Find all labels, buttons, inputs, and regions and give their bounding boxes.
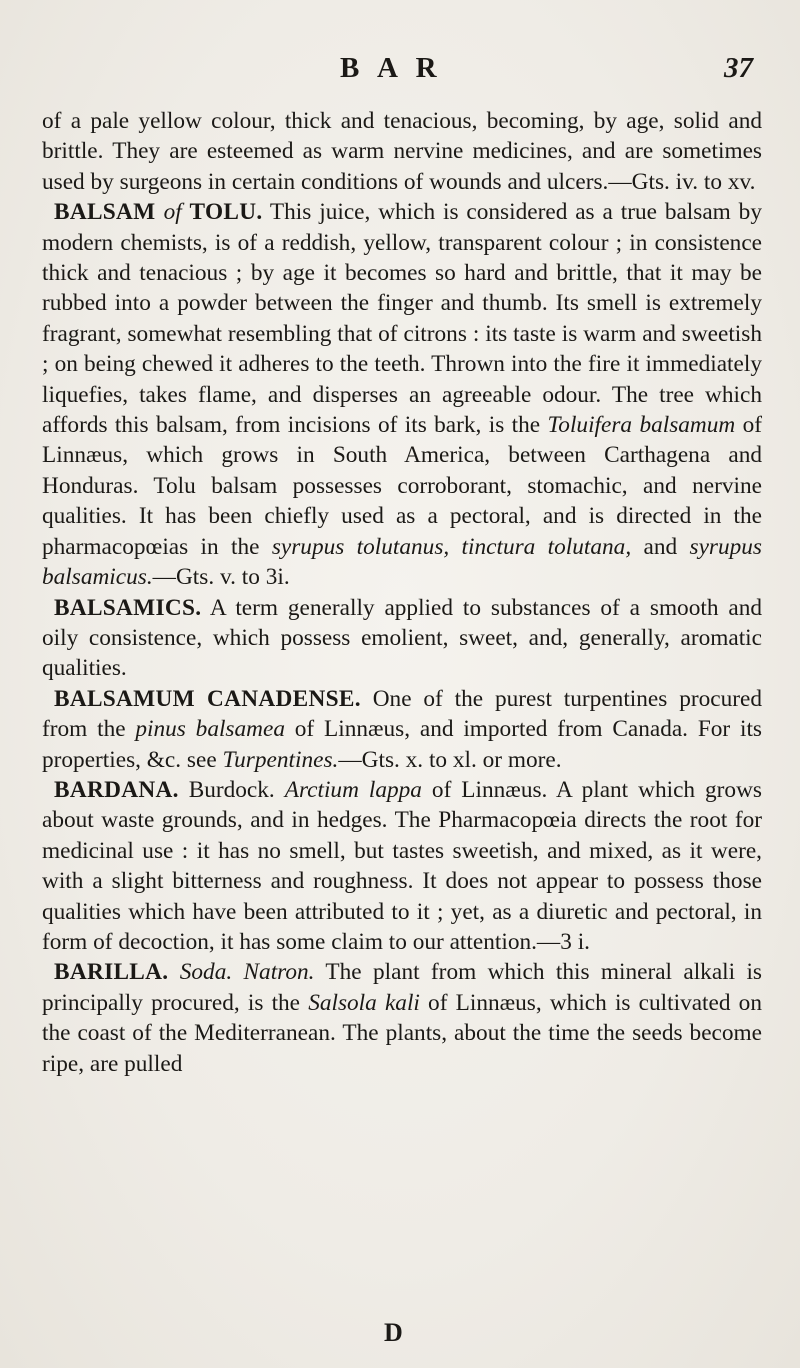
entry-headword: TOLU. <box>181 199 263 226</box>
entry-balsamum-canadense <box>42 684 762 775</box>
entry-text: of Linnæus, which grows in South America, between Carthagena and Honduras. Tolu balsam possesses corroborant, stomachic, and nervine qualities. It has been chiefly used as a pectoral, and is directed in the pharmacopœias in the <box>42 412 763 560</box>
entry-text: and <box>631 533 690 560</box>
italic-term: Turpentines. <box>222 746 339 773</box>
entry-headword: BALSAMICS. <box>54 594 202 621</box>
entry-text: —Gts. x. to xl. or more. <box>338 746 562 773</box>
entry-text: of Linnæus. A plant which grows about waste grounds, and in hedges. The Pharmacopœia directs the root for medicinal use : it has no smell, but tastes sweetish, and mixed, as it were, with a slight bitterness and roughness. It does not appear to possess those qualities which have been attributed to it ; yet, as a diuretic and pectoral, in form of decoction, it has some claim to our attention.—3 i. <box>42 776 762 955</box>
italic-term: syrupus tolutanus, tinctura tolutana, <box>271 533 632 560</box>
entry-text: The plant from which this mineral alkali is principally procured, is the <box>42 959 762 1016</box>
entry-text: of Linnæus, and imported from Canada. For its properties, &c. see <box>42 716 762 773</box>
italic-term: Soda. Natron. <box>179 959 315 986</box>
italic-term: Arctium lappa <box>284 776 422 803</box>
entry-text: A term generally applied to substances of a smooth and oily consistence, which possess emolient, sweet, and, generally, aromatic qualities. <box>42 594 762 682</box>
page-number: 37 <box>724 52 753 84</box>
entry-bardana <box>42 775 762 957</box>
entry-text <box>168 959 179 985</box>
italic-term: pinus balsamea <box>135 716 285 743</box>
italic-term: syrupus balsamicus. <box>42 533 762 591</box>
entry-barilla <box>42 957 762 1079</box>
entry-text: One of the purest turpentines procured from the <box>42 685 762 743</box>
page-header <box>0 52 800 92</box>
entry-balsam-of-tolu <box>42 197 762 592</box>
italic-term: Toluifera balsamum <box>547 412 736 439</box>
entry-headword: BARILLA. <box>54 959 169 986</box>
signature-mark: D <box>384 1318 403 1347</box>
entry-balsamics <box>42 593 762 684</box>
entry-headword: BALSAMUM CANADENSE. <box>54 685 361 712</box>
running-head: B A R <box>340 52 443 84</box>
entry-text: of a pale yellow colour, thick and tenacious, becoming, by age, solid and brittle. They are esteemed as warm nervine medicines, and are sometimes used by surgeons in certain conditions of wounds and ulcers.—Gts. iv. to xv. <box>42 108 762 195</box>
entry-text: —Gts. v. to 3i. <box>152 564 290 591</box>
italic-term: of <box>163 199 182 226</box>
entry-continuation <box>42 106 762 197</box>
entry-text: Burdock. <box>178 776 285 803</box>
entry-headword: BARDANA. <box>54 776 179 803</box>
entry-text: of Linnæus, which is cultivated on the coast of the Mediterranean. The plants, about the time the seeds become ripe, are pulled <box>42 989 762 1077</box>
italic-term: Salsola kali <box>308 989 420 1016</box>
dictionary-text <box>42 106 762 1079</box>
entry-text: This juice, which is considered as a true balsam by modern chemists, is of a reddish, yellow, transparent colour ; in consistence thick and tenacious ; by age it becomes so hard and brittle, that it may be rubbed into a powder between the finger and thumb. Its smell is extremely fragrant, somewhat resembling that of citrons : its taste is warm and sweetish ; on being chewed it adheres to the teeth. Thrown into the fire it immediately liquefies, takes flame, and disperses an agreeable odour. The tree which affords this balsam, from incisions of its bark, is the <box>42 199 762 439</box>
entry-headword: BALSAM <box>54 199 164 226</box>
